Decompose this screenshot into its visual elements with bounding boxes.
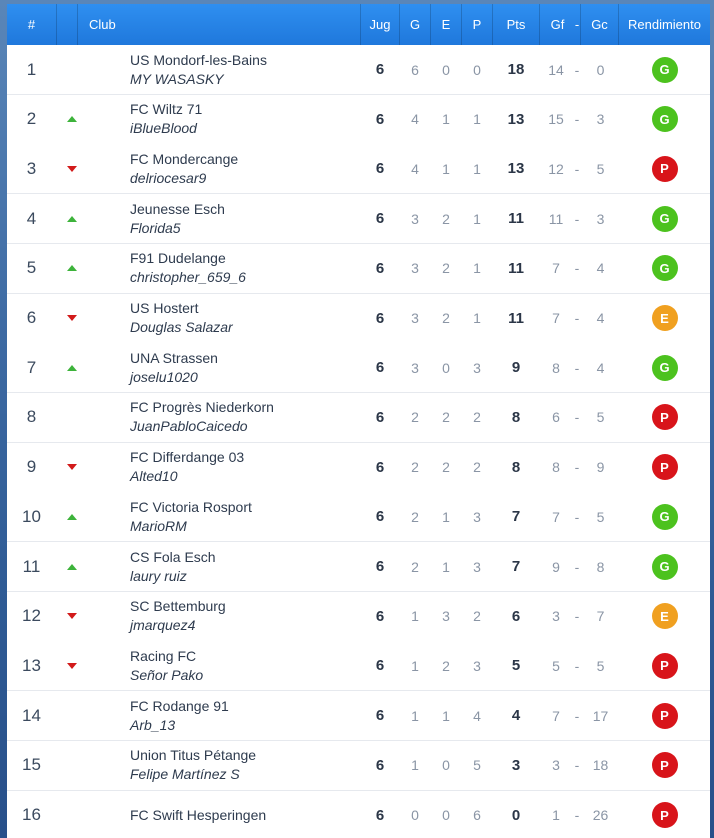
played: 6 <box>375 707 385 725</box>
position: 11 <box>22 556 41 576</box>
club-name[interactable]: US Hostert <box>130 300 199 316</box>
goal-separator: - <box>574 260 580 277</box>
played: 6 <box>375 110 385 128</box>
draws: 2 <box>442 310 450 326</box>
goals-for: 14 <box>548 61 564 78</box>
draws: 2 <box>442 657 450 674</box>
club-name[interactable]: CS Fola Esch <box>130 548 216 565</box>
goals-for: 3 <box>552 608 560 625</box>
club-cell[interactable] <box>130 791 266 838</box>
table-row[interactable] <box>7 294 710 344</box>
table-row[interactable] <box>7 492 710 542</box>
losses: 1 <box>473 260 481 277</box>
manager-name[interactable]: laury ruiz <box>130 567 187 584</box>
manager-name[interactable]: MarioRM <box>130 517 187 534</box>
played: 6 <box>375 458 385 476</box>
trend-up-icon <box>67 514 77 520</box>
draws: 3 <box>442 608 450 625</box>
losses: 2 <box>473 608 481 625</box>
header-jug[interactable]: Jug <box>369 17 391 32</box>
club-name[interactable]: FC Victoria Rosport <box>130 498 252 515</box>
performance-badge: G <box>652 106 678 132</box>
goals-against: 5 <box>596 657 605 674</box>
played: 6 <box>375 607 385 625</box>
table-row[interactable] <box>7 641 710 691</box>
goals-for: 8 <box>552 459 560 476</box>
club-cell[interactable] <box>130 194 225 243</box>
goals-for: 6 <box>552 409 560 426</box>
losses: 1 <box>473 111 481 128</box>
losses: 1 <box>473 160 481 177</box>
points: 6 <box>511 607 521 625</box>
trend <box>56 343 88 392</box>
trend-down-icon <box>67 166 77 172</box>
header-e[interactable]: E <box>441 17 451 32</box>
club-name[interactable]: Jeunesse Esch <box>130 200 225 217</box>
header-rendimiento[interactable]: Rendimiento <box>628 17 701 32</box>
trend <box>56 691 88 740</box>
played: 6 <box>375 756 385 774</box>
goal-separator: - <box>574 409 580 426</box>
wins: 2 <box>411 409 419 426</box>
goals-against: 0 <box>596 61 605 78</box>
position: 13 <box>22 655 41 675</box>
played: 6 <box>375 806 385 824</box>
draws: 0 <box>442 61 450 78</box>
losses: 2 <box>473 459 481 476</box>
position: 15 <box>22 755 41 775</box>
performance <box>619 791 710 838</box>
table-row[interactable] <box>7 144 710 194</box>
performance-badge: G <box>652 554 678 580</box>
club-name[interactable]: Union Titus Pétange <box>130 747 257 764</box>
points: 8 <box>511 408 521 426</box>
club-cell[interactable] <box>130 443 244 492</box>
performance <box>619 393 710 442</box>
performance <box>619 542 710 591</box>
wins: 2 <box>411 459 419 476</box>
wins: 1 <box>411 657 419 674</box>
table-row[interactable] <box>7 542 710 592</box>
performance-badge: P <box>652 703 678 729</box>
position: 7 <box>26 357 37 377</box>
points: 3 <box>511 756 521 774</box>
draws: 2 <box>442 260 450 277</box>
club-cell[interactable] <box>130 393 274 442</box>
wins: 0 <box>411 807 419 823</box>
manager-name[interactable]: jmarquez4 <box>130 617 196 634</box>
manager-name[interactable]: Arb_13 <box>130 716 176 733</box>
goals-for: 8 <box>552 359 560 376</box>
club-name[interactable]: SC Bettemburg <box>130 598 226 615</box>
performance <box>619 592 710 641</box>
goals-for: 7 <box>552 508 560 525</box>
goal-separator: - <box>574 707 580 724</box>
performance <box>619 641 710 690</box>
goals-against: 9 <box>596 459 605 476</box>
performance-badge: E <box>652 305 678 331</box>
played: 6 <box>375 259 385 277</box>
performance <box>619 294 710 343</box>
wins: 1 <box>411 707 419 724</box>
goals-against: 5 <box>596 409 605 426</box>
goals-against: 3 <box>596 111 605 128</box>
points: 11 <box>508 309 524 327</box>
wins: 3 <box>411 310 419 326</box>
trend-down-icon <box>67 464 77 470</box>
club-cell[interactable] <box>130 492 252 541</box>
manager-name[interactable]: Douglas Salazar <box>130 319 233 335</box>
manager-name[interactable]: iBlueBlood <box>130 120 197 137</box>
trend <box>56 542 88 591</box>
club-cell[interactable] <box>130 741 256 790</box>
club-name[interactable]: Racing FC <box>130 647 197 664</box>
header-gf[interactable]: Gf <box>550 17 565 32</box>
points: 4 <box>511 707 521 725</box>
table-row[interactable] <box>7 95 710 145</box>
performance-badge: P <box>652 802 678 828</box>
trend <box>56 393 88 442</box>
performance <box>619 492 710 541</box>
club-cell[interactable] <box>130 294 233 343</box>
trend <box>56 194 88 243</box>
manager-name[interactable]: Señor Pako <box>130 666 204 683</box>
table-row[interactable] <box>7 791 710 838</box>
trend-up-icon <box>67 265 77 271</box>
trend-down-icon <box>67 613 77 619</box>
position: 1 <box>26 59 37 79</box>
table-row[interactable] <box>7 691 710 741</box>
draws: 2 <box>442 459 450 476</box>
goals-against: 5 <box>596 508 605 525</box>
losses: 2 <box>473 409 481 426</box>
position: 14 <box>22 705 41 725</box>
performance-badge: G <box>652 206 678 232</box>
points: 7 <box>511 558 521 575</box>
club-name[interactable]: FC Progrès Niederkorn <box>130 399 274 416</box>
table-row[interactable] <box>7 343 710 393</box>
table-row[interactable] <box>7 741 710 791</box>
draws: 1 <box>442 707 450 724</box>
table-row[interactable] <box>7 194 710 244</box>
trend <box>56 443 88 492</box>
goals-for: 3 <box>552 757 560 774</box>
goals-for: 5 <box>552 657 560 674</box>
goals-for: 11 <box>548 210 564 227</box>
points: 13 <box>507 110 525 128</box>
points: 8 <box>511 458 521 476</box>
points: 9 <box>511 359 521 377</box>
club-name[interactable]: F91 Dudelange <box>130 250 226 267</box>
wins: 4 <box>411 111 419 128</box>
manager-name[interactable]: christopher_659_6 <box>130 269 246 286</box>
trend <box>56 592 88 641</box>
wins: 1 <box>411 608 419 625</box>
club-name[interactable]: FC Mondercange <box>130 150 239 167</box>
goals-against: 7 <box>596 608 605 625</box>
goal-separator: - <box>574 61 580 78</box>
goals-against: 17 <box>592 707 609 724</box>
losses: 3 <box>473 359 481 376</box>
played: 6 <box>375 408 385 426</box>
position: 3 <box>26 158 37 178</box>
wins: 6 <box>411 61 419 78</box>
points: 5 <box>511 657 521 675</box>
losses: 4 <box>473 707 481 724</box>
goals-for: 12 <box>548 160 564 177</box>
table-row[interactable] <box>7 45 710 95</box>
goals-against: 18 <box>592 757 609 774</box>
performance-badge: G <box>652 57 678 83</box>
manager-name[interactable]: Florida5 <box>130 219 181 236</box>
trend-down-icon <box>67 315 77 321</box>
trend-down-icon <box>67 663 77 669</box>
header-gc[interactable]: Gc <box>591 17 608 32</box>
position: 8 <box>26 407 37 427</box>
goals-for: 9 <box>552 558 560 575</box>
club-cell[interactable] <box>130 641 203 690</box>
standings-table <box>7 4 710 838</box>
losses: 3 <box>473 657 481 674</box>
trend-up-icon <box>67 564 77 570</box>
club-cell[interactable] <box>130 95 202 144</box>
club-cell[interactable] <box>130 691 229 740</box>
performance-badge: G <box>652 255 678 281</box>
goal-separator: - <box>574 310 580 326</box>
position: 6 <box>26 308 37 327</box>
performance-badge: G <box>652 504 678 530</box>
club-name[interactable]: FC Rodange 91 <box>130 697 229 714</box>
trend <box>56 244 88 293</box>
trend-up-icon <box>67 216 77 222</box>
wins: 3 <box>411 210 419 227</box>
goal-separator: - <box>574 508 580 525</box>
club-cell[interactable] <box>130 45 267 94</box>
performance <box>619 741 710 790</box>
trend-up-icon <box>67 116 77 122</box>
table-row[interactable] <box>7 443 710 493</box>
table-row[interactable] <box>7 393 710 443</box>
goal-separator: - <box>574 111 580 128</box>
goals-against: 26 <box>592 807 609 823</box>
position: 2 <box>26 109 37 129</box>
points: 7 <box>511 508 521 526</box>
position: 5 <box>26 258 37 278</box>
played: 6 <box>375 657 385 675</box>
header-pos[interactable]: # <box>27 17 36 32</box>
goal-separator: - <box>574 608 580 625</box>
manager-name[interactable]: Alted10 <box>130 468 178 485</box>
goals-against: 5 <box>596 160 605 177</box>
manager-name[interactable]: joselu1020 <box>130 368 198 385</box>
draws: 1 <box>442 508 450 525</box>
club-name[interactable]: FC Wiltz 71 <box>130 101 203 118</box>
goal-separator: - <box>574 807 580 823</box>
draws: 1 <box>442 558 450 575</box>
header-sep: - <box>574 17 580 32</box>
wins: 1 <box>411 757 419 774</box>
performance <box>619 144 710 193</box>
performance-badge: P <box>652 454 678 480</box>
goals-against: 4 <box>596 310 605 326</box>
club-name[interactable]: FC Swift Hesperingen <box>130 806 267 823</box>
trend-up-icon <box>67 365 77 371</box>
trend <box>56 492 88 541</box>
trend <box>56 641 88 690</box>
goals-for: 7 <box>552 310 560 326</box>
trend <box>56 294 88 343</box>
table-row[interactable] <box>7 244 710 294</box>
manager-name[interactable]: Felipe Martínez S <box>130 766 240 783</box>
performance-badge: P <box>652 653 678 679</box>
performance <box>619 244 710 293</box>
wins: 2 <box>411 508 419 525</box>
club-cell[interactable] <box>130 244 246 293</box>
played: 6 <box>375 558 385 575</box>
table-header <box>7 4 710 45</box>
wins: 3 <box>411 260 419 277</box>
performance <box>619 691 710 740</box>
performance-badge: P <box>652 156 678 182</box>
draws: 0 <box>442 359 450 376</box>
performance <box>619 45 710 94</box>
goals-against: 8 <box>596 558 605 575</box>
played: 6 <box>375 160 385 178</box>
header-p[interactable]: P <box>472 17 482 32</box>
table-row[interactable] <box>7 592 710 642</box>
wins: 2 <box>411 558 419 575</box>
header-club[interactable]: Club <box>89 17 116 32</box>
draws: 0 <box>442 807 450 823</box>
position: 16 <box>22 805 41 824</box>
losses: 6 <box>473 807 481 823</box>
goal-separator: - <box>574 459 580 476</box>
goals-against: 4 <box>596 260 605 277</box>
points: 11 <box>508 210 524 228</box>
performance-badge: P <box>652 752 678 778</box>
draws: 0 <box>442 757 450 774</box>
goal-separator: - <box>574 210 580 227</box>
draws: 1 <box>442 111 450 128</box>
performance <box>619 343 710 392</box>
goal-separator: - <box>574 160 580 177</box>
manager-name[interactable]: JuanPabloCaicedo <box>130 418 248 435</box>
goal-separator: - <box>574 757 580 774</box>
trend <box>56 95 88 144</box>
performance-badge: G <box>652 355 678 381</box>
played: 6 <box>375 210 385 228</box>
club-cell[interactable] <box>130 343 218 392</box>
performance <box>619 95 710 144</box>
club-name[interactable]: FC Differdange 03 <box>130 449 245 466</box>
performance-badge: E <box>652 603 678 629</box>
performance-badge: P <box>652 404 678 430</box>
performance <box>619 443 710 492</box>
goal-separator: - <box>574 359 580 376</box>
position: 9 <box>26 457 37 477</box>
draws: 2 <box>442 409 450 426</box>
wins: 4 <box>411 160 419 177</box>
goals-against: 3 <box>596 210 605 227</box>
points: 0 <box>511 806 521 824</box>
club-cell[interactable] <box>130 542 216 591</box>
goals-for: 7 <box>552 707 560 724</box>
losses: 1 <box>473 210 481 227</box>
wins: 3 <box>411 359 419 376</box>
trend <box>56 791 88 838</box>
position: 10 <box>22 506 41 526</box>
header-g[interactable]: G <box>409 17 421 32</box>
losses: 3 <box>473 558 481 575</box>
points: 13 <box>507 160 525 178</box>
goal-separator: - <box>574 558 580 575</box>
club-name[interactable]: UNA Strassen <box>130 349 218 366</box>
losses: 5 <box>473 757 481 774</box>
goals-for: 15 <box>548 111 564 128</box>
trend <box>56 741 88 790</box>
points: 18 <box>507 61 525 78</box>
goal-separator: - <box>574 657 580 674</box>
draws: 1 <box>442 160 450 177</box>
losses: 3 <box>473 508 481 525</box>
points: 11 <box>508 259 524 277</box>
club-cell[interactable] <box>130 144 238 193</box>
club-cell[interactable] <box>130 592 226 641</box>
goals-against: 4 <box>596 359 605 376</box>
goals-for: 1 <box>552 807 560 823</box>
header-pts[interactable]: Pts <box>506 17 526 32</box>
played: 6 <box>375 309 385 327</box>
position: 4 <box>26 208 37 228</box>
performance <box>619 194 710 243</box>
goals-for: 7 <box>552 260 560 277</box>
losses: 1 <box>473 310 481 326</box>
played: 6 <box>375 359 385 377</box>
trend <box>56 45 88 94</box>
draws: 2 <box>442 210 450 227</box>
manager-name[interactable]: MY WASASKY <box>130 70 224 87</box>
losses: 0 <box>473 61 481 78</box>
trend <box>56 144 88 193</box>
played: 6 <box>375 61 385 78</box>
position: 12 <box>22 606 41 626</box>
played: 6 <box>375 508 385 526</box>
club-name[interactable]: US Mondorf-les-Bains <box>130 51 267 68</box>
manager-name[interactable]: delriocesar9 <box>130 169 207 186</box>
